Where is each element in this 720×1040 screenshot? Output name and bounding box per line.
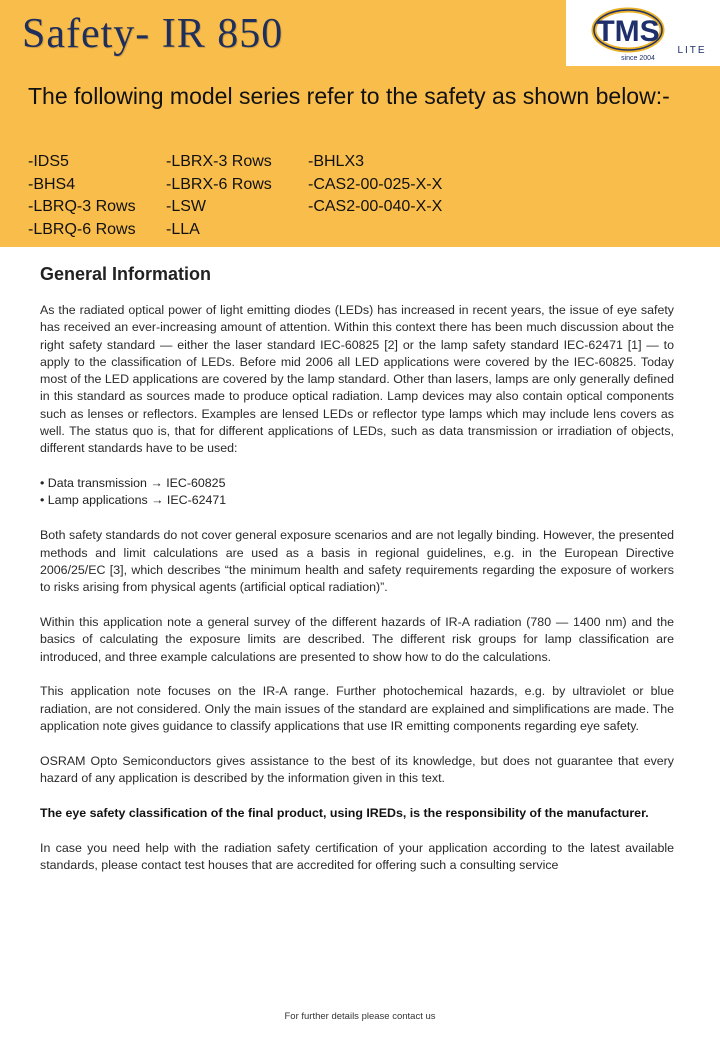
model-item: -LBRX-3 Rows (166, 153, 272, 170)
model-item: -CAS2-00-040-X-X (308, 198, 443, 215)
model-item: -CAS2-00-025-X-X (308, 175, 443, 193)
svg-text:TMS: TMS (596, 15, 660, 48)
model-item: -BHLX3 (308, 153, 365, 170)
paragraph-survey: Within this application note a general survey of the different hazards of IR-A radiation (780 — 1400 nm) and the basics of calculating the exposure limits are described. The different risk groups for lamp classification are introduced, and three example calculations are presented to show how to do the calculations. (40, 614, 674, 664)
model-list (28, 151, 488, 241)
main-content (40, 264, 674, 892)
paragraph-responsibility: The eye safety classification of the final product, using IREDs, is the responsibility of the manufacturer. (40, 805, 649, 820)
model-column-2 (166, 151, 308, 241)
list-item: • Lamp applications → IEC-62471 (40, 493, 227, 508)
model-item: -LLA (166, 220, 200, 238)
model-item: -LSW (166, 198, 206, 215)
paragraph-contact: In case you need help with the radiation safety certification of your application according to the latest available standards, please contact test houses that are accredited for offering such a consulting service (40, 840, 674, 872)
model-item: -LBRQ-6 Rows (28, 220, 136, 238)
paragraph-disclaimer: OSRAM Opto Semiconductors gives assistance to the best of its knowledge, but does not guarantee that every hazard of any application is described by the information given in this text. (40, 753, 674, 786)
model-item: -LBRQ-3 Rows (28, 198, 136, 215)
svg-text:LITE: LITE (677, 45, 707, 56)
company-logo[interactable] (566, 0, 720, 66)
footer-contact-link[interactable]: For further details please contact us (284, 1011, 436, 1022)
model-item: -BHS4 (28, 175, 76, 193)
model-item: -IDS5 (28, 153, 69, 170)
model-item: -LBRX-6 Rows (166, 175, 272, 193)
model-column-1 (28, 151, 166, 241)
page-title: Safety- IR 850 (22, 11, 284, 57)
intro-text: The following model series refer to the safety as shown below:- (28, 83, 670, 109)
tms-logo-icon (566, 0, 720, 66)
model-column-3 (308, 151, 488, 241)
svg-text:since 2004: since 2004 (621, 55, 655, 62)
list-item: • Data transmission → IEC-60825 (40, 476, 226, 491)
paragraph-ira-range: This application note focuses on the IR-A range. Further photochemical hazards, e.g. by ultraviolet or blue radiation, are not considered. Only the main issues of the standard are explained and simplifications are made. The application note gives guidance to classify applications that use IR emitting components regarding eye safety. (40, 684, 674, 733)
paragraph-standards: Both safety standards do not cover general exposure scenarios and are not legally binding. However, the presented methods and limit calculations are used as a basis in regional guidelines, e.g. in the European Directive 2006/25/EC [3], which describes “the minimum health and safety requirements regarding the exposure of workers to risks arising from physical agents (artificial optical radiation)”. (40, 528, 674, 595)
paragraph-intro: As the radiated optical power of light emitting diodes (LEDs) has increased in recent years, the issue of eye safety has received an ever-increasing amount of attention. Within this context there has been much discussion about the right safety standard — either the laser standard IEC-60825 [2] or the lamp safety standard IEC-62471 [1] — to apply to the classification of LEDs. Before mid 2006 all LED applications were covered by the IEC-60825. Today most of the LED applications are covered by the lamp standard. Other than lasers, lamps are only generally defined in this standard as sources made to produce optical radiation. Lamp devices may also contain optical components such as lenses or reflectors. Examples are lensed LEDs or reflector type lamps which may include lens covers as well. The status quo is, that for different applications of LEDs, such as data transmission or irradiation of objects, different standards have to be used: (40, 303, 674, 456)
section-heading: General Information (40, 264, 212, 284)
standards-list (40, 475, 674, 510)
